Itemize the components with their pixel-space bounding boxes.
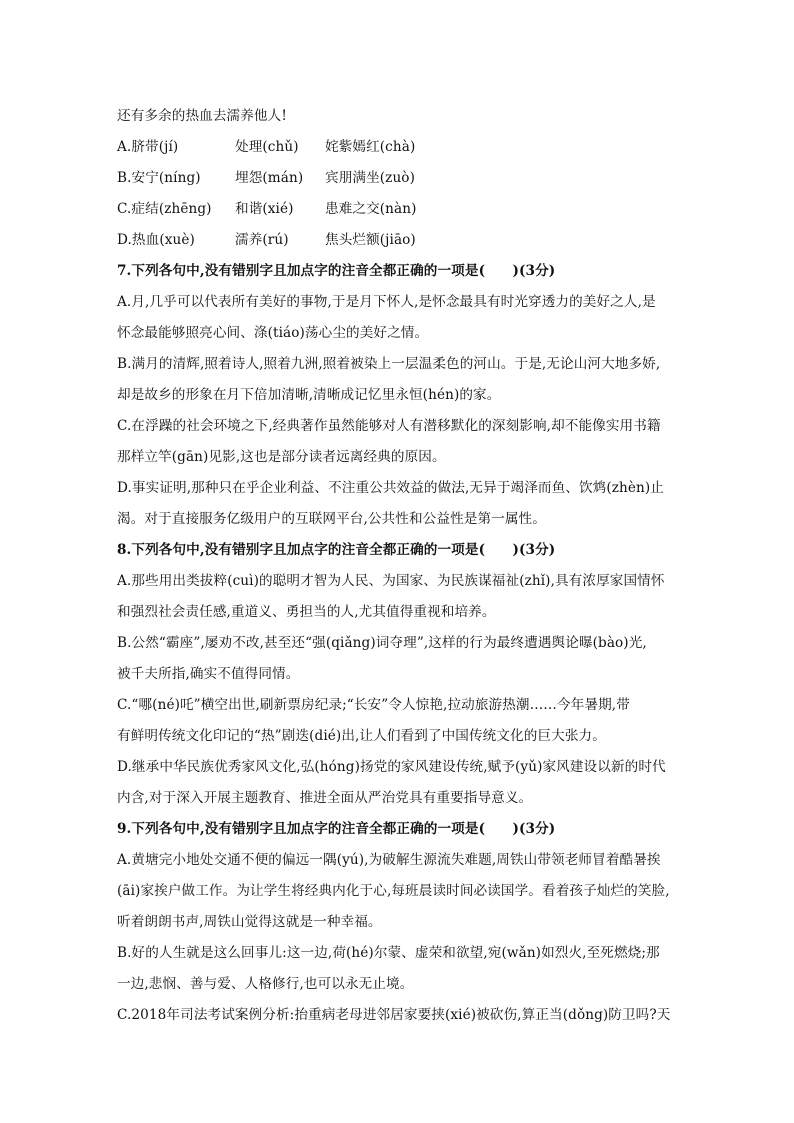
option-term: A.脐带(jí) — [117, 139, 179, 155]
answer-option-row — [117, 194, 717, 225]
text-line: 一边,悲悯、善与爱、人格修行,也可以永无止境。 — [117, 976, 414, 992]
option-term: 濡养(rú) — [235, 232, 289, 248]
text-line: (āi)家挨户做工作。为让学生将经典内化于心,每班晨读时间必读国学。看着孩子灿烂的笑脸, — [117, 883, 670, 899]
option-term: D.热血(xuè) — [117, 232, 195, 248]
option-term: 和谐(xié) — [235, 201, 294, 217]
option-term: 宾朋满坐(zuò) — [325, 170, 415, 186]
text-line: A.黄塘完小地处交通不便的偏远一隅(yú),为破解生源流失难题,周铁山带领老师冒着酷暑挨 — [117, 852, 661, 868]
text-line: 有鲜明传统文化印记的“热”剧迭(dié)出,让人们看到了中国传统文化的巨大张力。 — [117, 728, 606, 744]
text-line: 被千夫所指,确实不值得同情。 — [117, 666, 300, 682]
text-line: A.月,几乎可以代表所有美好的事物,于是月下怀人,是怀念最具有时光穿透力的美好之人,是 — [117, 294, 656, 310]
text-line: 还有多余的热血去濡养他人! — [117, 108, 287, 124]
option-term: C.症结(zhēng) — [117, 201, 212, 217]
answer-option-row — [117, 225, 717, 256]
text-line: B.好的人生就是这么回事儿:这一边,荷(hé)尔蒙、虚荣和欲望,宛(wǎn)如烈火,至死燃烧;那 — [117, 945, 660, 961]
text-line: 内含,对于深入开展主题教育、推进全面从严治党具有重要指导意义。 — [117, 790, 533, 806]
option-term: B.安宁(níng) — [117, 170, 201, 186]
text-line: B.满月的清辉,照着诗人,照着九洲,照着被染上一层温柔色的河山。于是,无论山河大地多娇, — [117, 356, 661, 372]
text-line: C.2018年司法考试案例分析:抬重病老母进邻居家要挟(xié)被砍伤,算正当(dǒng)防卫吗?天 — [117, 1007, 671, 1023]
document-body — [117, 101, 717, 1031]
text-line: 却是故乡的形象在月下倍加清晰,清晰成记忆里永恒(hén)的家。 — [117, 387, 501, 403]
option-term: 处理(chǔ) — [235, 139, 299, 155]
question-stem: 8.下列各句中,没有错别字且加点字的注音全都正确的一项是( )(3分) — [117, 542, 556, 558]
question-stem: 7.下列各句中,没有错别字且加点字的注音全都正确的一项是( )(3分) — [117, 263, 556, 279]
text-line: C.“哪(né)吒”横空出世,刷新票房纪录;“长安”令人惊艳,拉动旅游热潮……今年暑期,带 — [117, 697, 630, 713]
text-line: D.继承中华民族优秀家风文化,弘(hóng)扬党的家风建设传统,赋予(yǔ)家风建设以新的时代 — [117, 759, 666, 775]
text-line: A.那些用出类拔粹(cuì)的聪明才智为人民、为国家、为民族谋福祉(zhǐ),具有浓厚家国情怀 — [117, 573, 665, 589]
text-line: 和强烈社会责任感,重道义、勇担当的人,尤其值得重视和培养。 — [117, 604, 496, 620]
text-line: B.公然“霸座”,屡劝不改,甚至还“强(qiǎng)词夺理”,这样的行为最终遭遇舆论曝(bào)光, — [117, 635, 647, 651]
text-line: 那样立竿(gān)见影,这也是部分读者远离经典的原因。 — [117, 449, 446, 465]
text-line: 听着朗朗书声,周铁山觉得这就是一种幸福。 — [117, 914, 382, 930]
question-stem: 9.下列各句中,没有错别字且加点字的注音全都正确的一项是( )(3分) — [117, 821, 556, 837]
text-line: 渴。对于直接服务亿级用户的互联网平台,公共性和公益性是第一属性。 — [117, 511, 546, 527]
text-line: D.事实证明,那种只在乎企业利益、不注重公共效益的做法,无异于竭泽而鱼、饮鸩(zhèn)止 — [117, 480, 664, 496]
answer-option-row — [117, 163, 717, 194]
answer-option-row — [117, 132, 717, 163]
text-line: C.在浮躁的社会环境之下,经典著作虽然能够对人有潜移默化的深刻影响,却不能像实用书籍 — [117, 418, 661, 434]
option-term: 姹紫嫣红(chà) — [325, 139, 416, 155]
option-term: 焦头烂额(jiāo) — [325, 232, 416, 248]
option-term: 患难之交(nàn) — [325, 201, 417, 217]
text-line: 怀念最能够照亮心间、涤(tiáo)荡心尘的美好之情。 — [117, 325, 429, 341]
option-term: 埋怨(mán) — [235, 170, 304, 186]
